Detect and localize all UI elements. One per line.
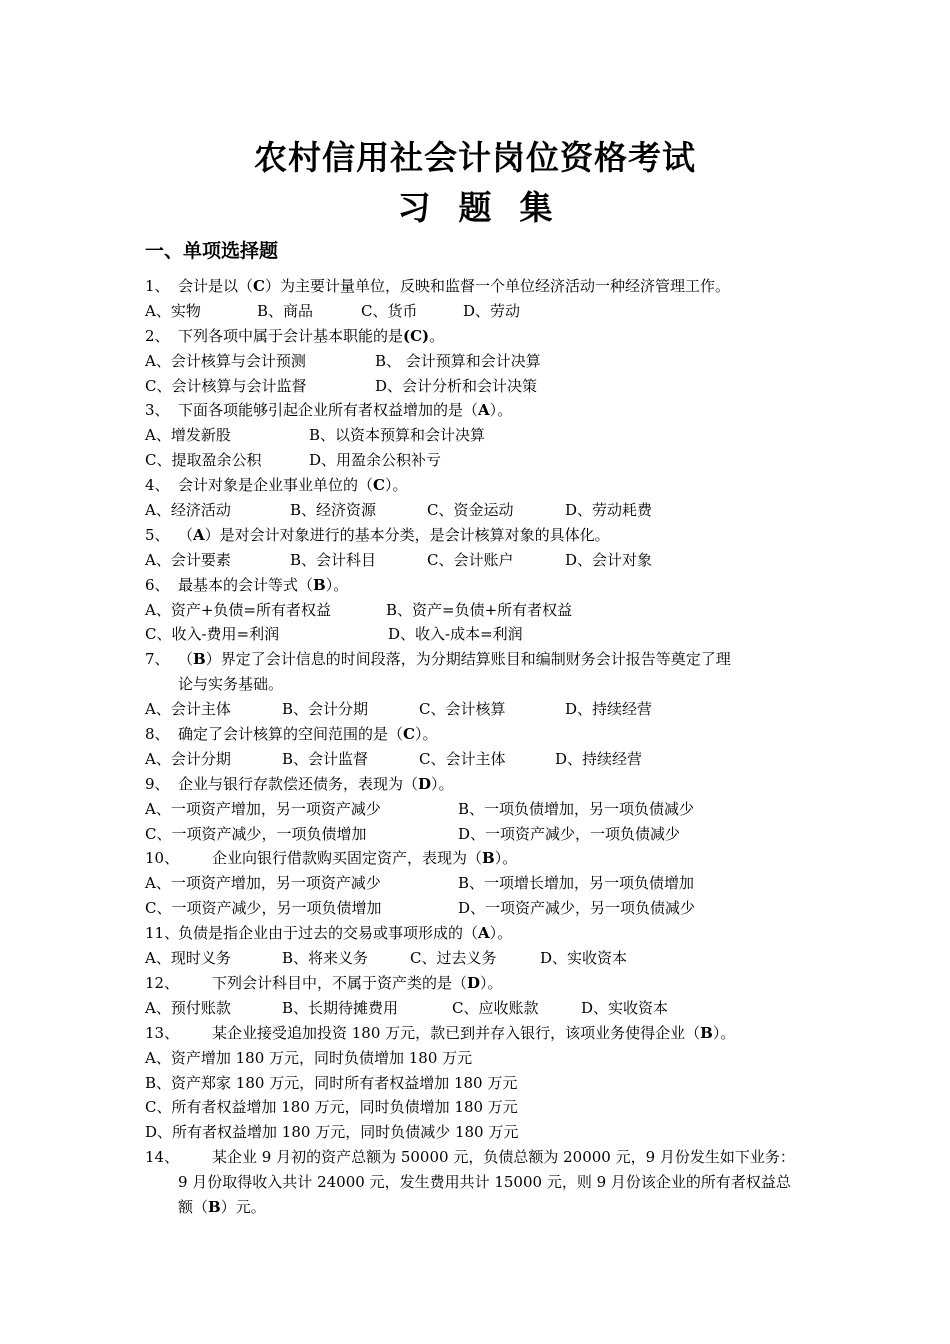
question-stem (145, 473, 825, 498)
question-stem (145, 274, 825, 299)
answer-option: B、以资本预算和会计决算 (309, 426, 486, 445)
question-text-post: ）。 (494, 849, 518, 868)
question-text-pre: 企业向银行借款购买固定资产，表现为（ (212, 849, 483, 868)
options-row (145, 498, 825, 523)
question-number: 5、 (145, 525, 170, 544)
options-row (145, 996, 825, 1021)
answer-option: B、会计监督 (282, 749, 369, 768)
answer-option: A、现时义务 (145, 949, 231, 968)
question-stem (145, 722, 825, 747)
answer-option: C、一项资产减少，一项负债增加 (145, 824, 367, 843)
question-text-pre: 某企业 9 月初的资产总额为 50000 元，负债总额为 20000 元，9 月份发生如下业务： (212, 1148, 795, 1167)
question-stem (145, 523, 825, 548)
options-row (145, 598, 825, 623)
question-text-pre: 下面各项能够引起企业所有者权益增加的是（ (178, 401, 479, 420)
answer-option: D、收入-成本=利润 (388, 625, 523, 644)
question-text-pre: 会计对象是企业事业单位的（ (178, 476, 374, 495)
question-number: 10、 (145, 849, 180, 868)
answer-option: D、实收资本 (540, 949, 628, 968)
question-text-pre: 最基本的会计等式（ (178, 575, 314, 594)
question-text-post: ）元。 (220, 1197, 266, 1216)
answer-option: D、持续经营 (555, 749, 643, 768)
question-text-post: ）。 (489, 924, 513, 943)
answer-option: B、 会计预算和会计决算 (375, 351, 541, 370)
answer-option: B、一项负债增加，另一项负债减少 (458, 799, 695, 818)
question-number: 4、 (145, 476, 170, 495)
answer-option: A、实物 (145, 301, 201, 320)
options-row (145, 1071, 825, 1096)
question-text-post: ）。 (414, 725, 438, 744)
question-text-post: 。 (429, 326, 445, 345)
section-heading: 一、单项选择题 (145, 240, 279, 262)
question-text-post: ）。 (431, 774, 454, 793)
options-row (145, 349, 825, 374)
answer-option: C、资金运动 (427, 501, 514, 520)
answer-option: A、经济活动 (145, 501, 231, 520)
answer-option: C、提取盈余公积 (145, 451, 262, 470)
question-number: 2、 (145, 326, 170, 345)
answer-option: D、持续经营 (565, 700, 653, 719)
answer-option: B、商品 (257, 301, 314, 320)
answer-option: D、用盈余公积补亏 (309, 451, 442, 470)
answer-letter: B (193, 650, 206, 669)
question-text-post: ）。 (325, 575, 349, 594)
question-text-post: ）是对会计对象进行的基本分类，是会计核算对象的具体化。 (204, 525, 610, 544)
answer-option: D、一项资产减少，一项负债减少 (458, 824, 681, 843)
answer-letter: D (467, 973, 481, 992)
answer-letter: B (700, 1023, 713, 1042)
answer-option: A、会计分期 (145, 749, 231, 768)
question-text-post: ）。 (384, 476, 408, 495)
answer-option: A、会计核算与会计预测 (145, 351, 306, 370)
question-stem (145, 647, 825, 672)
answer-option: A、资产增加 180 万元，同时负债增加 180 万元 (145, 1048, 473, 1067)
question-number: 12、 (145, 973, 180, 992)
answer-letter: C (253, 277, 265, 295)
question-stem (145, 324, 825, 349)
answer-option: D、劳动 (463, 301, 521, 320)
answer-option: D、会计分析和会计决策 (375, 376, 538, 395)
answer-letter: (C) (403, 326, 430, 345)
answer-option: A、增发新股 (145, 426, 231, 445)
answer-option: A、会计要素 (145, 550, 231, 569)
answer-letter: C (403, 725, 415, 744)
document-title: 农村信用社会计岗位资格考试 (254, 138, 696, 177)
question-number: 8、 (145, 725, 170, 744)
question-text-post: ）。 (712, 1023, 736, 1042)
question-stem (145, 846, 825, 871)
options-row (145, 797, 825, 822)
options-row (145, 299, 825, 324)
options-row (145, 622, 825, 647)
question-stem (145, 772, 825, 797)
options-row (145, 896, 825, 921)
options-row (145, 448, 825, 473)
question-text-post: ）。 (489, 401, 513, 420)
answer-letter: C (373, 476, 385, 495)
answer-letter: A (478, 401, 490, 420)
answer-option: B、会计科目 (290, 550, 377, 569)
answer-option: A、资产+负债=所有者权益 (145, 600, 331, 619)
answer-option: B、资产=负债+所有者权益 (386, 600, 573, 619)
question-continuation: 论与实务基础。 (178, 675, 284, 694)
answer-option: C、会计账户 (427, 550, 514, 569)
question-text-pre: 会计是以（ (178, 277, 254, 295)
question-number: 13、 (145, 1023, 180, 1042)
question-number: 1、 (145, 277, 170, 295)
answer-option: D、实收资本 (581, 998, 669, 1017)
answer-letter: B (208, 1197, 221, 1216)
answer-option: D、所有者权益增加 180 万元，同时负债减少 180 万元 (145, 1123, 519, 1142)
question-stem (145, 1145, 825, 1170)
answer-option: C、所有者权益增加 180 万元，同时负债增加 180 万元 (145, 1098, 518, 1117)
answer-option: C、货币 (361, 301, 418, 320)
options-row (145, 697, 825, 722)
question-number: 9、 (145, 774, 170, 793)
question-number: 11、 (145, 924, 180, 943)
answer-letter: A (478, 924, 490, 943)
answer-letter: B (482, 849, 495, 868)
question-stem (145, 1021, 825, 1046)
answer-letter: A (193, 525, 205, 544)
question-number: 3、 (145, 401, 170, 420)
options-row (145, 1120, 825, 1145)
question-number: 14、 (145, 1148, 180, 1167)
question-continuation: 9 月份取得收入共计 24000 元，发生费用共计 15000 元，则 9 月份该企业的所有者权益总 (178, 1173, 791, 1192)
question-text-pre: 额（ (178, 1197, 209, 1216)
options-row (145, 747, 825, 772)
options-row (145, 1046, 825, 1071)
answer-option: C、会计核算与会计监督 (145, 376, 307, 395)
question-list (145, 274, 825, 1220)
question-stem (145, 398, 825, 423)
options-row (145, 548, 825, 573)
question-number: 7、 (145, 650, 170, 669)
document-subtitle: 习题集 (397, 188, 581, 227)
question-text-pre: （ (178, 525, 194, 544)
answer-option: D、会计对象 (565, 550, 653, 569)
answer-option: D、一项资产减少，另一项负债减少 (458, 899, 696, 918)
question-text-pre: 企业与银行存款偿还债务，表现为（ (178, 774, 419, 793)
question-text-pre: 下列各项中属于会计基本职能的是 (178, 326, 404, 345)
answer-option: B、资产郑家 180 万元，同时所有者权益增加 180 万元 (145, 1073, 518, 1092)
question-text-post: ）。 (480, 973, 503, 992)
question-number: 6、 (145, 575, 170, 594)
answer-option: D、劳动耗费 (565, 501, 653, 520)
options-row (145, 423, 825, 448)
options-row (145, 822, 825, 847)
question-text-pre: 负债是指企业由于过去的交易或事项形成的（ (178, 924, 479, 943)
answer-option: A、预付账款 (145, 998, 231, 1017)
question-stem (145, 573, 825, 598)
question-text-pre: 某企业接受追加投资 180 万元，款已到并存入银行，该项业务使得企业（ (212, 1023, 701, 1042)
answer-option: B、将来义务 (282, 949, 369, 968)
answer-option: C、收入-费用=利润 (145, 625, 280, 644)
answer-option: C、会计主体 (419, 749, 506, 768)
answer-option: B、会计分期 (282, 700, 369, 719)
answer-option: B、长期待摊费用 (282, 998, 399, 1017)
answer-option: A、一项资产增加，另一项资产减少 (145, 799, 381, 818)
options-row (145, 374, 825, 399)
question-text-pre: 确定了会计核算的空间范围的是（ (178, 725, 404, 744)
question-text-post: ）为主要计量单位，反映和监督一个单位经济活动一种经济管理工作。 (264, 277, 730, 295)
question-stem (145, 921, 825, 946)
answer-option: C、应收账款 (452, 998, 539, 1017)
options-row (145, 946, 825, 971)
question-text-post: ）界定了会计信息的时间段落，为分期结算账目和编制财务会计报告等奠定了理 (205, 650, 731, 669)
options-row (145, 1095, 825, 1120)
question-text-pre: 下列会计科目中，不属于资产类的是（ (212, 973, 468, 992)
answer-option: C、会计核算 (419, 700, 506, 719)
answer-option: A、一项资产增加，另一项资产减少 (145, 874, 381, 893)
question-text-pre: （ (178, 650, 194, 669)
answer-option: C、过去义务 (410, 949, 497, 968)
question-continuation (145, 1195, 825, 1220)
answer-option: B、一项增长增加，另一项负债增加 (458, 874, 695, 893)
answer-letter: B (313, 575, 326, 594)
options-row (145, 871, 825, 896)
answer-option: B、经济资源 (290, 501, 377, 520)
answer-option: C、一项资产减少，另一项负债增加 (145, 899, 382, 918)
answer-letter: D (418, 774, 432, 793)
answer-option: A、会计主体 (145, 700, 231, 719)
question-stem (145, 971, 825, 996)
